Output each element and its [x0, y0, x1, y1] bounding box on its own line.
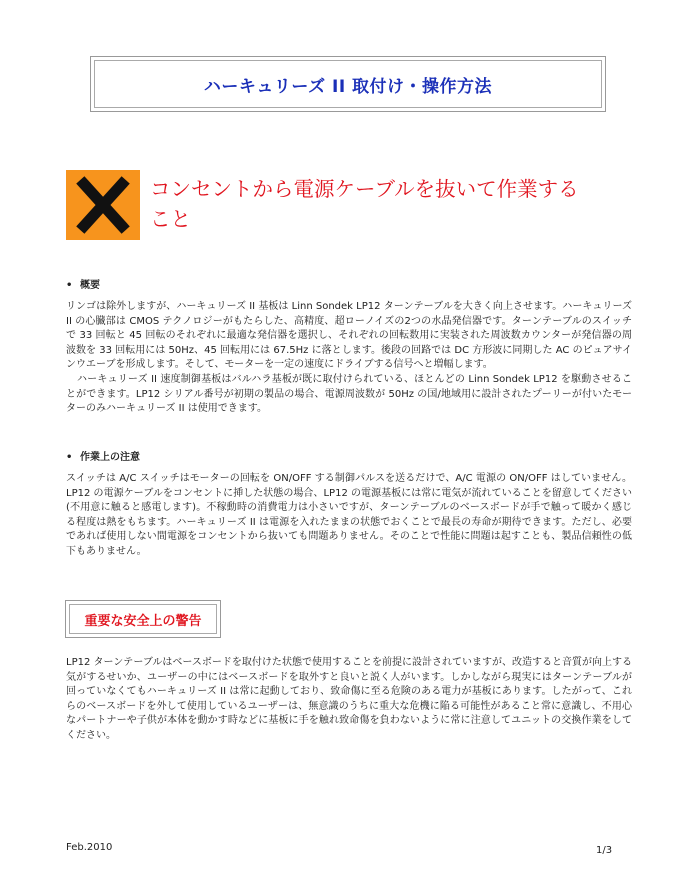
caution-heading-text: 作業上の注意 — [80, 452, 140, 463]
overview-bullet: • — [66, 280, 73, 291]
caution-bullet: • — [66, 452, 73, 463]
safety-paragraph: LP12 ターンテーブルはベースボードを取付けた状態で使用することを前提に設計されていますが、改造すると音質が向上する気がするせいか、ユーザーの中にはベースボードを取外すと良いと説く人がいます。しかしながら現実にはターンテーブルが回っていなくてもハーキュリーズ II は常に起動しており、致命傷に至る危険のある電力が基板にあります。したがって、これらのベースボードを外して使用しているユーザーは、無意識のうちに重大な危機に陥る可能性があること常に意識し、不用心なパートナーや子供が本体を動かす時などに基板に手を触れ致命傷を負わないように常に注意してユニットの交換作業をしてください。 — [66, 657, 632, 741]
footer-date: Feb.2010 — [66, 842, 113, 853]
caution-paragraph: スイッチは A/C スイッチはモーターの回転を ON/OFF する制御パルスを送るだけで、A/C 電源の ON/OFF はしていません。LP12 の電源ケーブルをコンセントに挿した状態の場合、LP12 の電源基板には常に電気が流れていることを留意してください(不用意に触ると感電します)。不稼動時の消費電力は小さいですが、ターンテーブルのベースボードが手で触って暖かく感じる程度は熱をもちます。ハーキュリーズ II は電源を入れたままの状態でおくことで最長の寿命が期待できます。ただし、必要であれば使用しない間電源をコンセントから抜いても問題ありません。そのことで性能に問題は起すことも、製品信頼性の低下もありません。 — [66, 473, 632, 557]
safety-warning-box — [65, 600, 221, 638]
document-title: ハーキュリーズ II 取付け・操作方法 — [203, 76, 493, 97]
hazard-x-icon — [66, 170, 140, 240]
overview-heading — [66, 276, 100, 291]
caution-body — [66, 472, 632, 560]
unplug-warning-text: コンセントから電源ケーブルを抜いて作業すること — [150, 177, 579, 231]
page-number: 1/3 — [596, 845, 613, 856]
document-title-box — [90, 56, 606, 112]
overview-body — [66, 300, 632, 417]
caution-heading — [66, 448, 140, 463]
safety-warning-heading: 重要な安全上の警告 — [84, 613, 202, 629]
overview-paragraph-1: リンゴは除外しますが、ハーキュリーズ II 基板は Linn Sondek LP12 ターンテーブルを大きく向上させます。ハーキュリーズ II の心臓部は CMOS テクノロジーがもたらした、高精度、超ローノイズの2つの水晶発信器です。ターンテーブルのスイッチで 33 回転と 45 回転のそれぞれに最適な発信器を選択し、それぞれの回転数用に実装された周波数カウンターが発信器の周波数を 33 回転用には 50Hz、45 回転用には 67.5Hz に落とします。後段の回路では DC 方形波に同期した AC のピュアサインウエーブを形成します。そして、モーターを一定の速度にドライブする信号へと増幅します。 — [66, 301, 632, 371]
safety-body — [66, 656, 632, 744]
overview-heading-text: 概要 — [80, 280, 100, 291]
overview-paragraph-2: ハーキュリーズ II 速度制御基板はバルハラ基板が既に取付けられている、ほとんどの Linn Sondek LP12 を駆動させることができます。LP12 シリアル番号が初期の製品の場合、電源周波数が 50Hz の国/地域用に設計されたプーリーが付いたモーターのみハーキュリーズ II は使用できます。 — [66, 373, 632, 415]
